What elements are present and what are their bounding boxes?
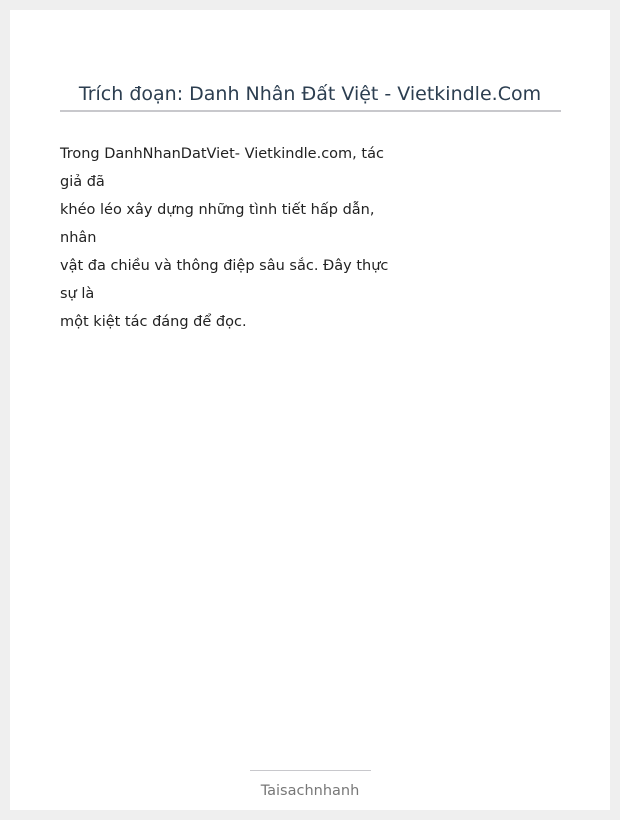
- body-paragraph: [60, 140, 420, 336]
- body-line: sự là: [60, 286, 95, 302]
- body-line: Trong DanhNhanDatViet- Vietkindle.com, tác: [60, 146, 384, 162]
- body-line: một kiệt tác đáng để đọc.: [60, 314, 247, 330]
- body-line: khéo léo xây dựng những tình tiết hấp dẫn,: [60, 202, 375, 218]
- body-line: vật đa chiều và thông điệp sâu sắc. Đây thực: [60, 258, 389, 274]
- body-line: giả đã: [60, 174, 105, 190]
- footer-divider: [250, 770, 371, 771]
- footer-credit: Taisachnhanh: [260, 783, 360, 799]
- title-divider: [60, 110, 561, 112]
- document-page: [10, 10, 610, 810]
- page-title: Trích đoạn: Danh Nhân Đất Việt - Vietkindle.Com: [78, 83, 542, 105]
- body-line: nhân: [60, 230, 97, 246]
